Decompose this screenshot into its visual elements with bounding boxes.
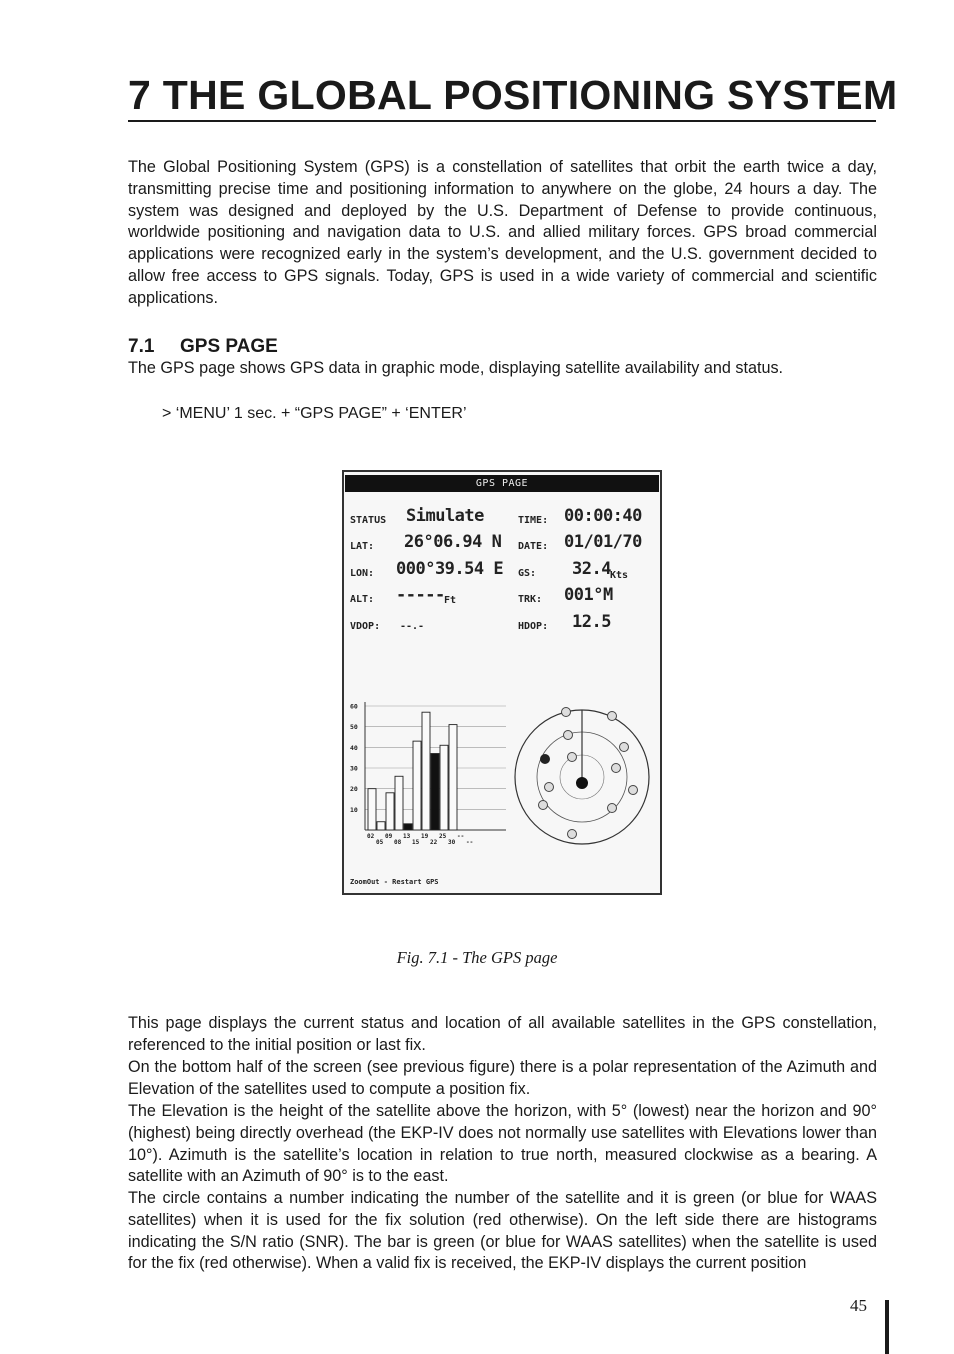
section-paragraph: The GPS page shows GPS data in graphic mode, displaying satellite availability and status. [128, 359, 784, 377]
x-tick-label: 05 [376, 839, 384, 846]
gs-unit: Kts [610, 570, 629, 581]
body-paragraph: On the bottom half of the screen (see previous figure) there is a polar representation of the Azimuth and Elevation of the satellites used to compute a position fix. [128, 1058, 877, 1098]
gps-screen-footer: ZoomOut - Restart GPS [350, 878, 439, 886]
gps-screen-figure [342, 470, 662, 895]
snr-bar [413, 741, 421, 830]
x-tick-label: 09 [385, 833, 393, 840]
y-tick-label: 10 [350, 805, 358, 814]
chapter-title: 7 THE GLOBAL POSITIONING SYSTEM [128, 70, 876, 122]
snr-bar [404, 824, 412, 830]
satellite-marker [612, 764, 621, 773]
hdop-value: 12.5 [572, 612, 611, 632]
satellite-marker-used [541, 755, 550, 764]
x-tick-label: 13 [403, 833, 411, 840]
y-tick-label: 50 [350, 723, 358, 732]
x-tick-label: 22 [430, 839, 438, 846]
satellite-marker-used [577, 778, 588, 789]
satellite-marker [564, 731, 573, 740]
y-tick-label: 60 [350, 702, 358, 711]
x-tick-label: -- [466, 839, 474, 846]
gps-screen-header: GPS PAGE [345, 475, 659, 492]
satellite-polar-plot [514, 707, 654, 847]
figure-caption: Fig. 7.1 - The GPS page [396, 948, 558, 967]
time-value: 00:00:40 [564, 506, 642, 526]
menu-command: > ‘MENU’ 1 sec. + “GPS PAGE” + ‘ENTER’ [162, 405, 467, 422]
trk-label: TRK: [518, 594, 543, 605]
status-value: Simulate [406, 506, 484, 526]
lon-label: LON: [350, 568, 375, 579]
alt-unit: Ft [444, 595, 457, 606]
y-tick-label: 20 [350, 785, 358, 794]
intro-paragraph: The Global Positioning System (GPS) is a constellation of satellites that orbit the earth twice a day, transmitting precise time and positioning information to anywhere on the globe, 24 hours a day. The system was designed and deployed by the U.S. Department of Defense to provide continuous, worldwide positioning and navigation data to U.S. and allied military forces. GPS broad commercial applications were recognized early in the system’s development, and the U.S. government decided to allow free access to GPS signals. Today, GPS is used in a wide variety of commercial and scientific applications. [128, 158, 877, 307]
snr-histogram [348, 700, 513, 880]
x-tick-label: 15 [412, 839, 420, 846]
alt-label: ALT: [350, 594, 375, 605]
x-tick-label: -- [457, 833, 465, 840]
x-tick-label: 30 [448, 839, 456, 846]
time-label: TIME: [518, 515, 549, 526]
lat-label: LAT: [350, 541, 375, 552]
date-label: DATE: [518, 541, 549, 552]
y-tick-label: 30 [350, 764, 358, 773]
status-label: STATUS [350, 515, 387, 526]
satellite-marker [620, 743, 629, 752]
snr-bar [386, 793, 394, 830]
satellite-marker [608, 712, 617, 721]
satellite-marker [539, 801, 548, 810]
section-heading [128, 335, 278, 359]
snr-bar [377, 822, 385, 830]
date-value: 01/01/70 [564, 532, 642, 552]
y-tick-label: 40 [350, 743, 358, 752]
hdop-label: HDOP: [518, 621, 549, 632]
x-tick-label: 25 [439, 833, 447, 840]
satellite-marker [568, 830, 577, 839]
section-number: 7.1 [128, 336, 155, 357]
satellite-marker [545, 783, 554, 792]
snr-bar [449, 725, 457, 830]
page-edge-bar [885, 1300, 889, 1354]
vdop-value: --.- [400, 621, 425, 632]
section-title: GPS PAGE [180, 336, 278, 357]
snr-bar [422, 712, 430, 830]
trk-value: 001°M [564, 585, 613, 605]
body-paragraph: The Elevation is the height of the satellite above the horizon, with 5° (lowest) near the horizon and 90° (highest) being directly overhead (the EKP-IV does not normally use satellites with Elevations lower than 10°). Azimuth is the satellite’s location in relation to true north, measured clockwise as a bearing. A satellite with an Azimuth of 90° is to the east. [128, 1102, 877, 1186]
x-tick-label: 08 [394, 839, 402, 846]
satellite-marker [629, 786, 638, 795]
gs-label: GS: [518, 568, 537, 579]
x-tick-label: 02 [367, 833, 375, 840]
x-tick-label: 19 [421, 833, 429, 840]
snr-bar [395, 776, 403, 830]
body-paragraph: This page displays the current status and location of all available satellites in the GPS constellation, referenced to the initial position or last fix. [128, 1014, 877, 1054]
vdop-label: VDOP: [350, 621, 381, 632]
gs-value: 32.4 [572, 559, 611, 579]
page-number: 45 [850, 1296, 867, 1315]
satellite-marker [568, 753, 577, 762]
body-paragraph: The circle contains a number indicating the number of the satellite and it is green (or blue for WAAS satellites) when it is used for the fix solution (red otherwise). On the left side there are histograms indicating the S/N ratio (SNR). The bar is green (or blue for WAAS satellites) when the satellite is used for the fix (red otherwise). When a valid fix is received, the EKP-IV displays the current position [128, 1189, 877, 1273]
lon-value: 000°39.54 E [396, 559, 504, 579]
alt-value: ----- [396, 585, 445, 605]
satellite-marker [608, 804, 617, 813]
snr-bar [431, 754, 439, 830]
satellite-marker [562, 708, 571, 717]
snr-bar [440, 745, 448, 830]
lat-value: 26°06.94 N [404, 532, 502, 552]
snr-bar [368, 789, 376, 830]
